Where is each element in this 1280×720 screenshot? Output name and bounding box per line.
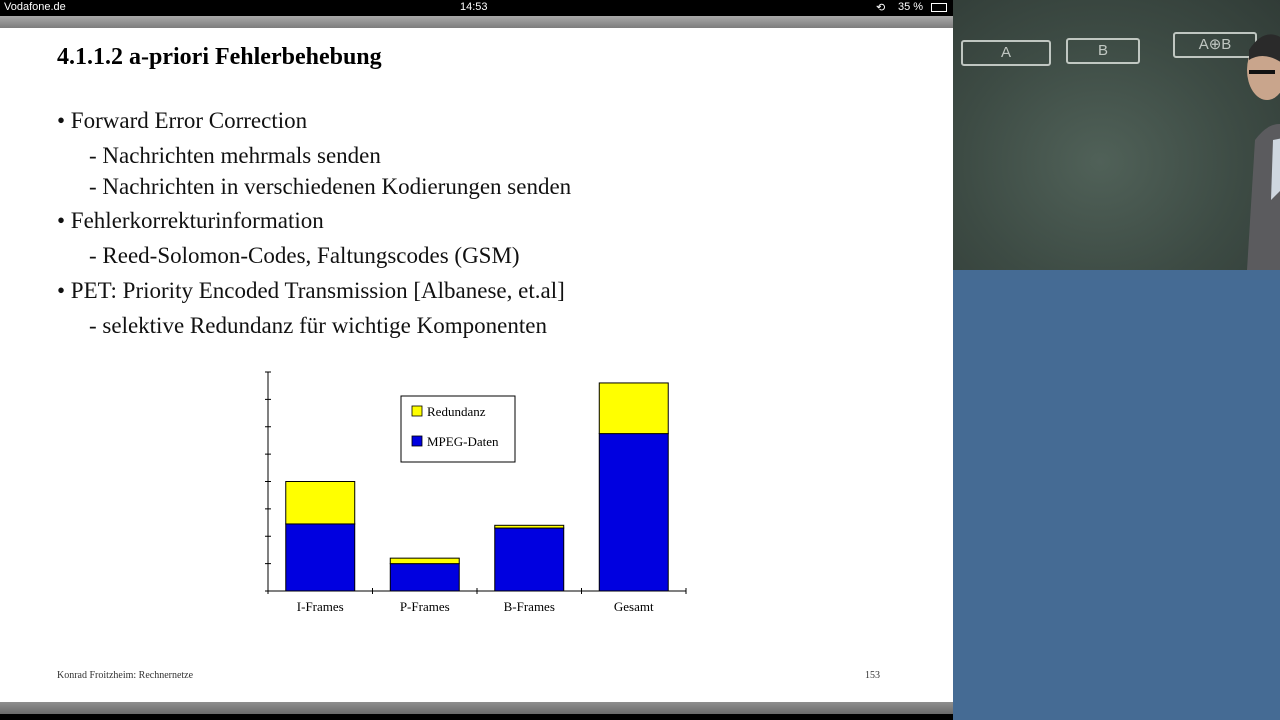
slide-title: 4.1.1.2 a-priori Fehlerbehebung: [57, 44, 382, 70]
chalk-box: A: [961, 40, 1051, 66]
bar-mpeg-daten-i-frames: [286, 524, 355, 591]
bar-redundanz-p-frames: [390, 558, 459, 563]
bar-mpeg-daten-gesamt: [599, 434, 668, 591]
sub-bullet: - Nachrichten in verschiedenen Kodierungen senden: [89, 174, 572, 199]
x-tick-label: P-Frames: [399, 599, 450, 614]
chalk-box: B: [1066, 38, 1140, 64]
lecture-video[interactable]: [953, 0, 1280, 270]
bar-redundanz-i-frames: [286, 482, 355, 524]
sub-bullet: - Reed-Solomon-Codes, Faltungscodes (GSM): [89, 243, 520, 268]
side-panel: [953, 270, 1280, 720]
bullet: • Fehlerkorrekturinformation: [57, 208, 324, 233]
bar-redundanz-gesamt: [599, 383, 668, 434]
bullet: • Forward Error Correction: [57, 108, 308, 133]
battery-label: 35 %: [898, 1, 924, 13]
legend: [401, 396, 515, 462]
footer-author: Konrad Froitzheim: Rechnernetze: [57, 670, 194, 681]
legend-label: MPEG-Daten: [427, 434, 499, 449]
rotation-lock-icon: ⟲: [876, 2, 886, 14]
sub-bullet: - selektive Redundanz für wichtige Komponenten: [89, 313, 547, 338]
x-tick-label: Gesamt: [613, 599, 654, 614]
viewer-bottom-bar: [0, 702, 953, 714]
clock: 14:53: [460, 1, 488, 13]
sub-bullet: - Nachrichten mehrmals senden: [89, 143, 381, 168]
lecturer: [1235, 20, 1280, 270]
bar-mpeg-daten-p-frames: [390, 564, 459, 591]
chalk-box: A⊕B: [1173, 32, 1257, 58]
x-tick-label: B-Frames: [503, 599, 555, 614]
bar-redundanz-b-frames: [495, 525, 564, 528]
bar-mpeg-daten-b-frames: [495, 528, 564, 591]
bullet: • PET: Priority Encoded Transmission [Albanese, et.al]: [57, 278, 565, 303]
carrier-label: Vodafone.de: [4, 1, 66, 13]
legend-label: Redundanz: [427, 404, 486, 419]
legend-swatch-mpeg-daten: [412, 436, 422, 446]
x-tick-label: I-Frames: [296, 599, 344, 614]
legend-swatch-redundanz: [412, 406, 422, 416]
page-number: 153: [865, 670, 880, 681]
